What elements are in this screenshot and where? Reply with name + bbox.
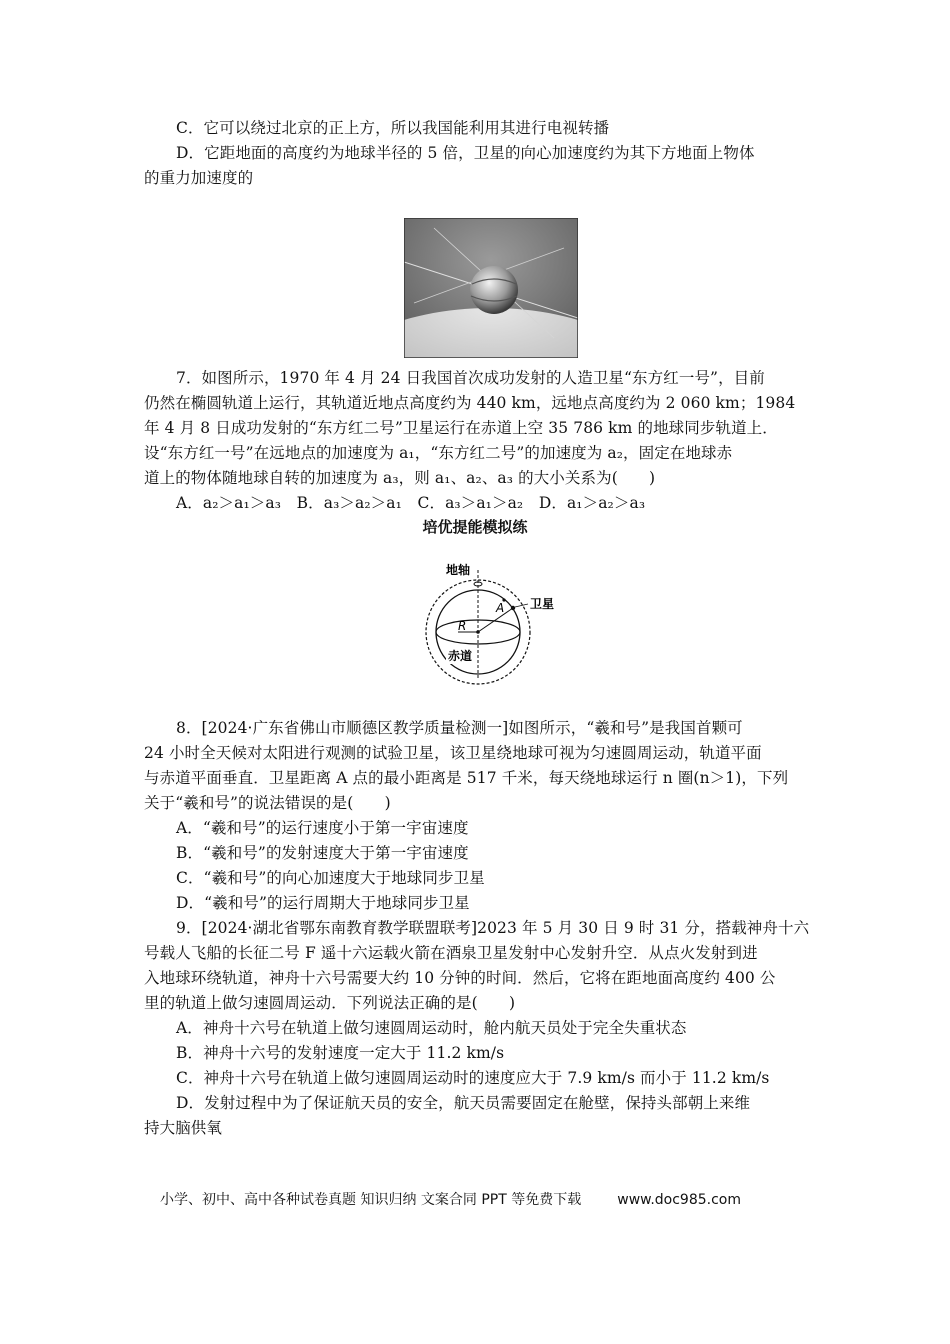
option-6d: D．它距地面的高度约为地球半径的 5 倍，卫星的向心加速度约为其下方地面上物体 xyxy=(176,144,755,162)
question-7-line5: 道上的物体随地球自转的加速度为 a₃，则 a₁、a₂、a₃ 的大小关系为( ) xyxy=(144,469,656,487)
option-8c: C．“羲和号”的向心加速度大于地球同步卫星 xyxy=(176,869,485,887)
question-8-line3: 与赤道平面垂直．卫星距离 A 点的最小距离是 517 千米，每天绕地球运行 n 圈(n＞1)，下列 xyxy=(144,769,789,787)
section-heading: 培优提能模拟练 xyxy=(422,518,528,536)
satellite-label: 卫星 xyxy=(530,597,555,611)
option-8a: A．“羲和号”的运行速度小于第一宇宙速度 xyxy=(176,819,469,837)
question-8-line2: 24 小时全天候对太阳进行观测的试验卫星，该卫星绕地球可视为匀速圆周运动，轨道平面 xyxy=(144,744,762,762)
axis-label: 地轴 xyxy=(446,563,471,577)
question-7-line2: 仍然在椭圆轨道上运行，其轨道近地点高度约为 440 km，远地点高度约为 2 060 km；1984 xyxy=(144,394,796,412)
option-9b: B．神舟十六号的发射速度一定大于 11.2 km/s xyxy=(176,1044,505,1062)
option-9d: D．发射过程中为了保证航天员的安全，航天员需要固定在舱壁，保持头部朝上来维 xyxy=(176,1094,751,1112)
page-footer xyxy=(160,1189,741,1209)
question-9: 9．[2024·湖北省鄂东南教育教学联盟联考]2023 年 5 月 30 日 9 时 31 分，搭载神舟十六 xyxy=(176,919,810,937)
option-9a: A．神舟十六号在轨道上做匀速圆周运动时，舱内航天员处于完全失重状态 xyxy=(176,1019,687,1037)
question-7-options: A．a₂＞a₁＞a₃ B．a₃＞a₂＞a₁ C．a₃＞a₁＞a₂ D．a₁＞a₂＞a₃ xyxy=(176,494,646,512)
question-9-line4: 里的轨道上做匀速圆周运动．下列说法正确的是( ) xyxy=(144,994,516,1012)
question-7-line4: 设“东方红一号”在远地点的加速度为 a₁，“东方红二号”的加速度为 a₂，固定在地球赤 xyxy=(144,444,733,462)
option-6d-cont: 的重力加速度的 xyxy=(144,169,254,187)
question-7-line3: 年 4 月 8 日成功发射的“东方红二号”卫星运行在赤道上空 35 786 km 的地球同步轨道上． xyxy=(144,419,778,437)
question-8: 8．[2024·广东省佛山市顺德区教学质量检测一]如图所示，“羲和号”是我国首颗可 xyxy=(176,719,743,737)
footer-site-link[interactable]: www.doc985.com xyxy=(617,1192,741,1208)
question-7: 7．如图所示，1970 年 4 月 24 日我国首次成功发射的人造卫星“东方红一号”，目前 xyxy=(176,369,765,387)
option-6c: C．它可以绕过北京的正上方，所以我国能利用其进行电视转播 xyxy=(176,119,610,137)
point-a-label: A xyxy=(496,601,505,615)
footer-text: 小学、初中、高中各种试卷真题 知识归纳 文案合同 PPT 等免费下载 xyxy=(160,1192,582,1208)
radius-label: R xyxy=(458,619,467,633)
question-9-line3: 入地球环绕轨道，神舟十六号需要大约 10 分钟的时间．然后，它将在距地面高度约 400 公 xyxy=(144,969,776,987)
question-8-line4: 关于“羲和号”的说法错误的是( ) xyxy=(144,794,391,812)
option-9d-cont: 持大脑供氧 xyxy=(144,1119,223,1137)
option-9c: C．神舟十六号在轨道上做匀速圆周运动时的速度应大于 7.9 km/s 而小于 11.2 km/s xyxy=(176,1069,770,1087)
satellite-photo xyxy=(404,218,578,358)
earth-orbit-diagram xyxy=(420,560,570,705)
option-8d: D．“羲和号”的运行周期大于地球同步卫星 xyxy=(176,894,470,912)
question-9-line2: 号载人飞船的长征二号 F 遥十六运载火箭在酒泉卫星发射中心发射升空．从点火发射到进 xyxy=(144,944,758,962)
equator-label: 赤道 xyxy=(448,649,473,663)
option-8b: B．“羲和号”的发射速度大于第一宇宙速度 xyxy=(176,844,469,862)
